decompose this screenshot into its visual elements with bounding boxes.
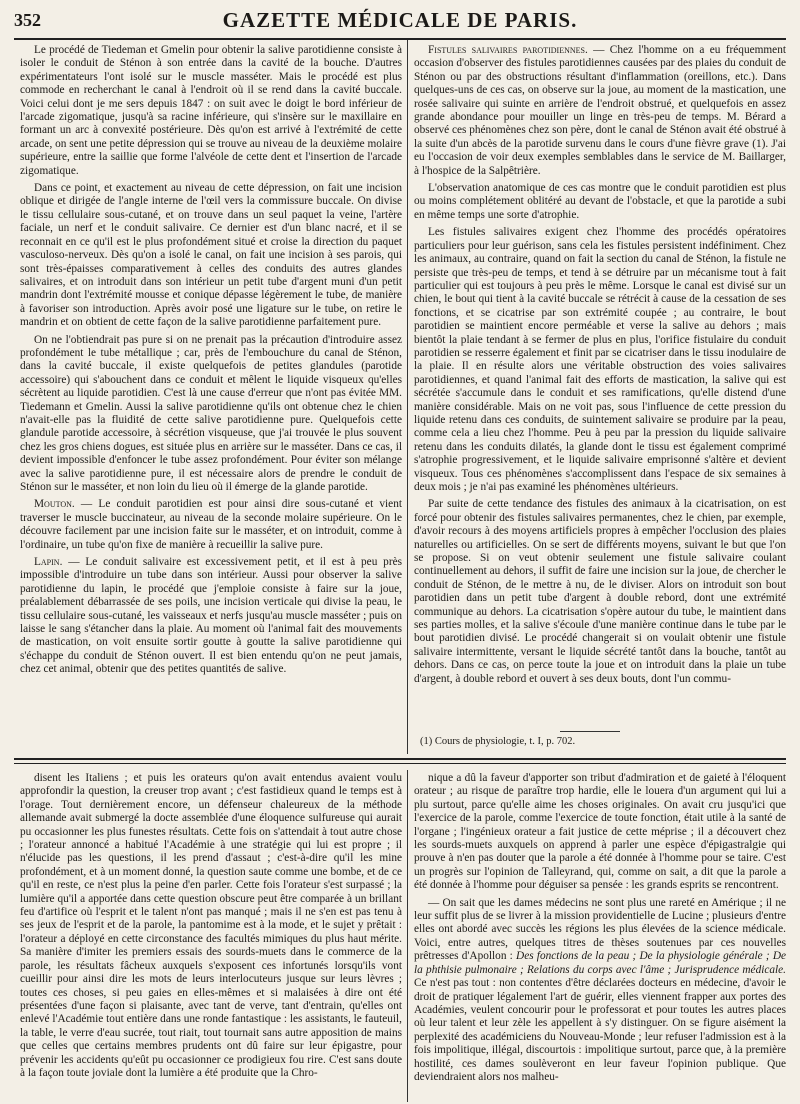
- feuilleton-column-left: [20, 772, 402, 1102]
- paragraph-dames-medecins: [414, 897, 786, 1085]
- page-header: [14, 8, 786, 36]
- paragraph: disent les Italiens ; et puis les orateurs qu'on avait entendus avaient voulu approfondir la question, la creuser trop avant ; c'est fastidieux quand le temps est à l'orage. Tout dernièrement encore, un défenseur chaleureux de la méthode allemande avait submergé la docte assemblée d'une éloquence sulfureuse qui aurait pu occasionner les plus funestes résultats. Cette fois on s'attendait à tout autre chose ; l'orateur annoncé a habitué l'Académie à une stratégie qui lui est propre ; il n'élucide pas les questions, il les prend d'assaut ; c'est-à-dire qu'il les mine profondément, et à un moment donné, la question saute comme une bombe, et de ce qu'il en reste, ce n'est plus la peine d'en parler. Cette fois l'orateur s'est surpassé ; la lumière qu'il a apportée dans cette question obscure peut être comparée à un brillant feu d'artifice où l'esprit et le talent n'ont pas manqué ; mais il ne s'en est pas tenu à ses jeux de l'esprit et de la parole, la pantomime est à la mode, et le sujet y prêtait : l'orateur a déployé en cette circonstance des facultés mimiques du plus haut mérite. Sa manière d'imiter les premiers essais des sourds-muets dans le commerce de la parole, les résultats fâcheux auxquels s'exposent ces infortunés lorsqu'ils vont cueillir pour ainsi dire les mots de leurs interlocuteurs jusque sur leurs lèvres ; toutes ces choses, si peu gaies en elles-mêmes et si malaisées à dire ont été présentées d'une façon si plaisante, avec tant de verve, tant d'entrain, qu'elles ont enlevé l'Académie tout entière dans une ronde fantastique : les assistants, le fauteuil, la table, le verre d'eau sucrée, tout riait, tout tournait sans autre apposition de mains que celles que certains membres prudents ont dû faire sur leur épigastre, pour prévenir les accidents qu'eût pu occasionner ce prodigieux fou rire. C'est sans doute à la façon toute joviale dont la lumière a été produite que la Chro-: [20, 772, 402, 1079]
- section-divider: [14, 758, 786, 760]
- column-divider-bottom: [407, 770, 408, 1102]
- paragraph: L'observation anatomique de ces cas montre que le conduit parotidien est plus ou moins complétement oblitéré au devant de l'obstacle, et que la parotide a subi en même temps une sorte d'atrophie.: [414, 182, 786, 221]
- paragraph-lapin: [20, 556, 402, 677]
- page-number: 352: [14, 10, 41, 30]
- section-label: Lapin.: [34, 556, 63, 569]
- article-column-right: [414, 44, 786, 724]
- paragraph-mouton: [20, 498, 402, 552]
- section-label: Fistules salivaires parotidiennes.: [428, 44, 588, 56]
- paragraph-text: — Chez l'homme on a eu fréquemment occasion d'observer des fistules parotidiennes causées par des plaies du conduit de Sténon ou par des obstructions résultant d'inflammation (oreillons, etc.). Dans quelques-uns de ces cas, on observe sur la joue, au moment de la mastication, une rosée salivaire qui suinte en arrière de l'endroit obstrué, et quelquefois en assez grande abondance pour mouiller un linge en très-peu de temps. M. Bérard a observé ces phénomènes chez son père, dont le canal de Sténon avait été obstrué à la suite d'un abcès de la parotide survenu dans le cours d'une fièvre grave (1). J'ai eu l'occasion de voir deux exemples semblables dans le service de M. Baillarger, à l'hospice de la Salpêtrière.: [414, 44, 786, 177]
- feuilleton-column-right: [414, 772, 786, 1102]
- section-label: Mouton.: [34, 498, 75, 511]
- paragraph-text: — On sait que les dames médecins ne sont plus une rareté en Amérique ; il ne leur suffit plus de se livrer à la mission providentielle de Lucine ; plusieurs d'entre elles ont abordé avec succès les régions les plus élevées de la science médicale. Voici, entre autres, quelques titres de thèses soutenues par ces nouvelles prêtresses d'Apollon :: [414, 896, 786, 963]
- paragraph-text: — Le conduit parotidien est pour ainsi dire sous-cutané et vient traverser le muscle buccinateur, au niveau de la seconde molaire supérieure. On le découvre facilement par une incision faite sur le masséter, et on introduit, comme à l'ordinaire, un tube qu'on fixe de manière à recueillir la salive pure.: [20, 498, 402, 551]
- footnote-rule: [560, 731, 620, 732]
- paragraph-text: — Le conduit salivaire est excessivement petit, et il est à peu près impossible d'introduire un tube dans son intérieur. Aussi pour observer la salive parotidienne du lapin, le procédé que j'emploie consiste à faire sur la joue, préalablement débarrassée de ses poils, une incision verticale qui divise la peau, le tissu cellulaire sous-cutané, les vaisseaux et nerfs jusqu'au muscle masséter ; puis on laisse le sang s'étancher dans la plaie. Au moment où l'animal fait des mouvements de mastication, on voit ensuite sortir goutte à goutte la salive parotidienne qui s'échappe du conduit de Sténon ouvert. Il est bien entendu qu'on ne peut jamais, chez cet animal, obtenir que des petites quantités de salive.: [20, 556, 402, 676]
- paragraph: Dans ce point, et exactement au niveau de cette dépression, on fait une incision oblique et dirigée de l'angle interne de l'œil vers la commissure buccale. On divise le tissu cellulaire sous-cutané, et on trouve dans un seul paquet la veine, l'artère faciale, un nerf et le conduit salivaire. Ce dernier est d'un blanc nacré, et il se reconnait en ce qu'il est le plus profondément situé et croise la direction du paquet vasculoso-nerveux. Dès qu'on a isolé le canal, on fait une incision à ses parois, qui sont très-épaisses comparativement à celles des conduits des autres glandes salivaires, et on introduit dans son intérieur un petit tube d'argent muni d'un petit mandrin dont l'extrémité mousse et conique dépasse légèrement le tube, de manière à favoriser son introduction. Après avoir posé une ligature sur le tube, on retire le mandrin et on obtient de cette façon de la salive parotidienne parfaitement pure.: [20, 182, 402, 329]
- thesis-titles: Des fonctions de la peau ; De la physiologie générale ; De la phthisie pulmonaire ; Relations du corps avec l'âme ; Jurisprudence médicale.: [414, 950, 786, 976]
- paragraph: nique a dû la faveur d'apporter son tribut d'admiration et de gaieté à l'éloquent orateur ; au risque de paraître trop hardie, elle le louera d'un argument qui lui a plu surtout, parce qu'elle aime les choses originales. On avait cru jusqu'ici que l'exercice de la parole, comme l'exercice de toute fonction, était utile à la santé de l'organe ; l'ingénieux orateur a fait justice de cette méprise ; il a découvert chez les sourds-muets auxquels on apprend à parler une espèce d'épigastralgie qui prouve à n'en pas douter que la parole a été donnée à l'homme pour se taire. C'est un progrès sur l'opinion de Talleyrand, qui, comme on sait, a dit que la parole a été donnée à l'homme pour déguiser sa pensée : les grands esprits se rencontrent.: [414, 772, 786, 892]
- paragraph: Le procédé de Tiedeman et Gmelin pour obtenir la salive parotidienne consiste à isoler le conduit de Sténon à son entrée dans la cavité de la bouche. D'autres expérimentateurs l'ont isolé sur le muscle masséter. Mais le procédé est plus commode en recherchant le canal à l'endroit où il se rend dans la cavité buccale. Voici celui dont je me sers depuis 1847 : on suit avec le doigt le bord inférieur de l'arcade zigomatique, jusqu'à sa racine inférieure, qui s'insère sur le maxillaire en formant un arc à convexité postérieure. Dès qu'on est arrivé à l'extrémité de cette arcade, on sent une petite dépression qui se trouve au niveau de la deuxième molaire supérieure, entre la saillie que forme l'alvéole de cette dent et l'insertion de l'arcade zigomatique.: [20, 44, 402, 177]
- column-divider-top: [407, 40, 408, 754]
- journal-title: GAZETTE MÉDICALE DE PARIS.: [222, 8, 578, 32]
- header-rule: [14, 38, 786, 40]
- article-column-left: [20, 44, 402, 749]
- paragraph: Les fistules salivaires exigent chez l'homme des procédés opératoires particuliers pour leur guérison, sans cela les fistules persistent indéfiniment. Chez les animaux, au contraire, quand on fait la section du canal de Sténon, la fistule ne persiste que très-peu de temps, et tend à se détruire par un mécanisme tout à fait particulier qui est toujours à peu près le même. Lorsque le canal est divisé sur un chien, le bout qui tient à la cavité buccale se rétrécit à cause de la cessation de ses fonctions, et se cicatrise par son extrémité coupée ; au contraire, le bout parotidien se maintient encore perméable et verse la salive au dehors ; mais bientôt la plaie tendant à se fermer de plus en plus, l'orifice fistulaire du conduit parotidien se resserre également et finit par se cicatriser dans le tissu inodulaire de la plaie. Il en résulte alors une véritable obstruction des voies salivaires parotidiennes, et quand l'animal fait des efforts de mastication, la salive qui est sécrétée s'accumule dans le conduit et ses ramifications, qu'elle distend d'une manière considérable. Mais on ne voit pas, sous l'influence de cette pression du liquide retenu dans ces conduits, de suintement salivaire se produire par la peau, comme cela a lieu chez l'homme. Peu à peu par la pression du liquide salivaire retenu dans les conduits dilatés, la glande dont le tissu est également comprimé s'atrophie progressivement, et le liquide salivaire emprisonné s'altère et devient visqueux. Tous ces phénomènes s'accomplissent dans l'espace de six semaines à deux mois ; je n'ai pas examiné les phénomènes ultérieurs.: [414, 226, 786, 493]
- paragraph-fistules: [414, 44, 786, 178]
- section-divider-thin: [14, 763, 786, 764]
- paragraph: On ne l'obtiendrait pas pure si on ne prenait pas la précaution d'introduire assez profondément le tube métallique ; car, près de l'embouchure du canal de Sténon, dans la cavité buccale, il existe quelquefois de petites glandules (parotide accessoire) qui s'abouchent dans ce conduit et mêlent le liquide visqueux qu'elles sécrètent au liquide parotidien. C'est là une cause d'erreur que n'ont pas évitée MM. Tiedemann et Gmelin. Aussi la salive parotidienne qu'ils ont obtenue chez le chien n'avait-elle pas la fluidité de cette salive parotidienne pure. Quelquefois cette glandule parotide accessoire, à sécrétion visqueuse, que j'ai trouvée le plus souvent chez les gros chiens dogues, est située plus en arrière sur le masséter. Dans ce cas, il devient impossible d'enfoncer le tube assez profondément. Pour éviter son mélange avec la salive parotidienne pure, il est nécessaire alors de prendre le conduit de Sténon sur le masséter, et non loin du lieu où il émerge de la glande parotide.: [20, 333, 402, 493]
- footnote: (1) Cours de physiologie, t. I, p. 702.: [420, 736, 576, 747]
- paragraph-text: Ce n'est pas tout : non contentes d'être déclarées docteurs en médecine, d'avoir le droit de pratiquer légalement l'art de guérir, elles viennent frapper aux portes des Académies, veulent concourir pour le professorat et pour toutes les autres places où leur talent et leur zèle les appellent à s'y distinguer. On se figure aisément la perplexité des académiciens du Nouveau-Monde ; leur refuser l'admission est à la fois impolitique, illégal, discourtois : impolitique surtout, parce que, à la première hostilité, ces dames soulèveront en leur faveur l'opinion publique. Que deviendraient alors nos malheu-: [414, 977, 786, 1083]
- paragraph: Par suite de cette tendance des fistules des animaux à la cicatrisation, on est forcé pour obtenir des fistules salivaires permanentes, chez le chien, par exemple, d'avoir recours à des moyens artificiels propres à empêcher l'occlusion des plaies naturelles ou artificielles. On se sert de différents moyens, suivant le but que l'on se propose. Si on veut obtenir seulement une fistule salivaire coulant continuellement au dehors, il suffit de faire une incision sur la joue, de chercher le conduit de Sténon, de le mettre à nu, de le diviser. Alors on introduit son bout parotidien dans un petit tube d'argent à double rebord, dont une extrémité communique au dehors. La cicatrisation s'opère autour du tube, le maintient dans ses parties molles, et la salive s'écoule d'une manière continue dans le tube par le bout parotidien divisé. Le procédé changerait si on voulait obtenir une fistule salivaire intermittente, versant le liquide sécrété tantôt dans la bouche, tantôt au dehors. Dans ce cas, on perce toute la joue et on introduit dans la plaie un tube d'argent, à double rebord et ouvert à ses deux bouts, dont l'un commu-: [414, 498, 786, 685]
